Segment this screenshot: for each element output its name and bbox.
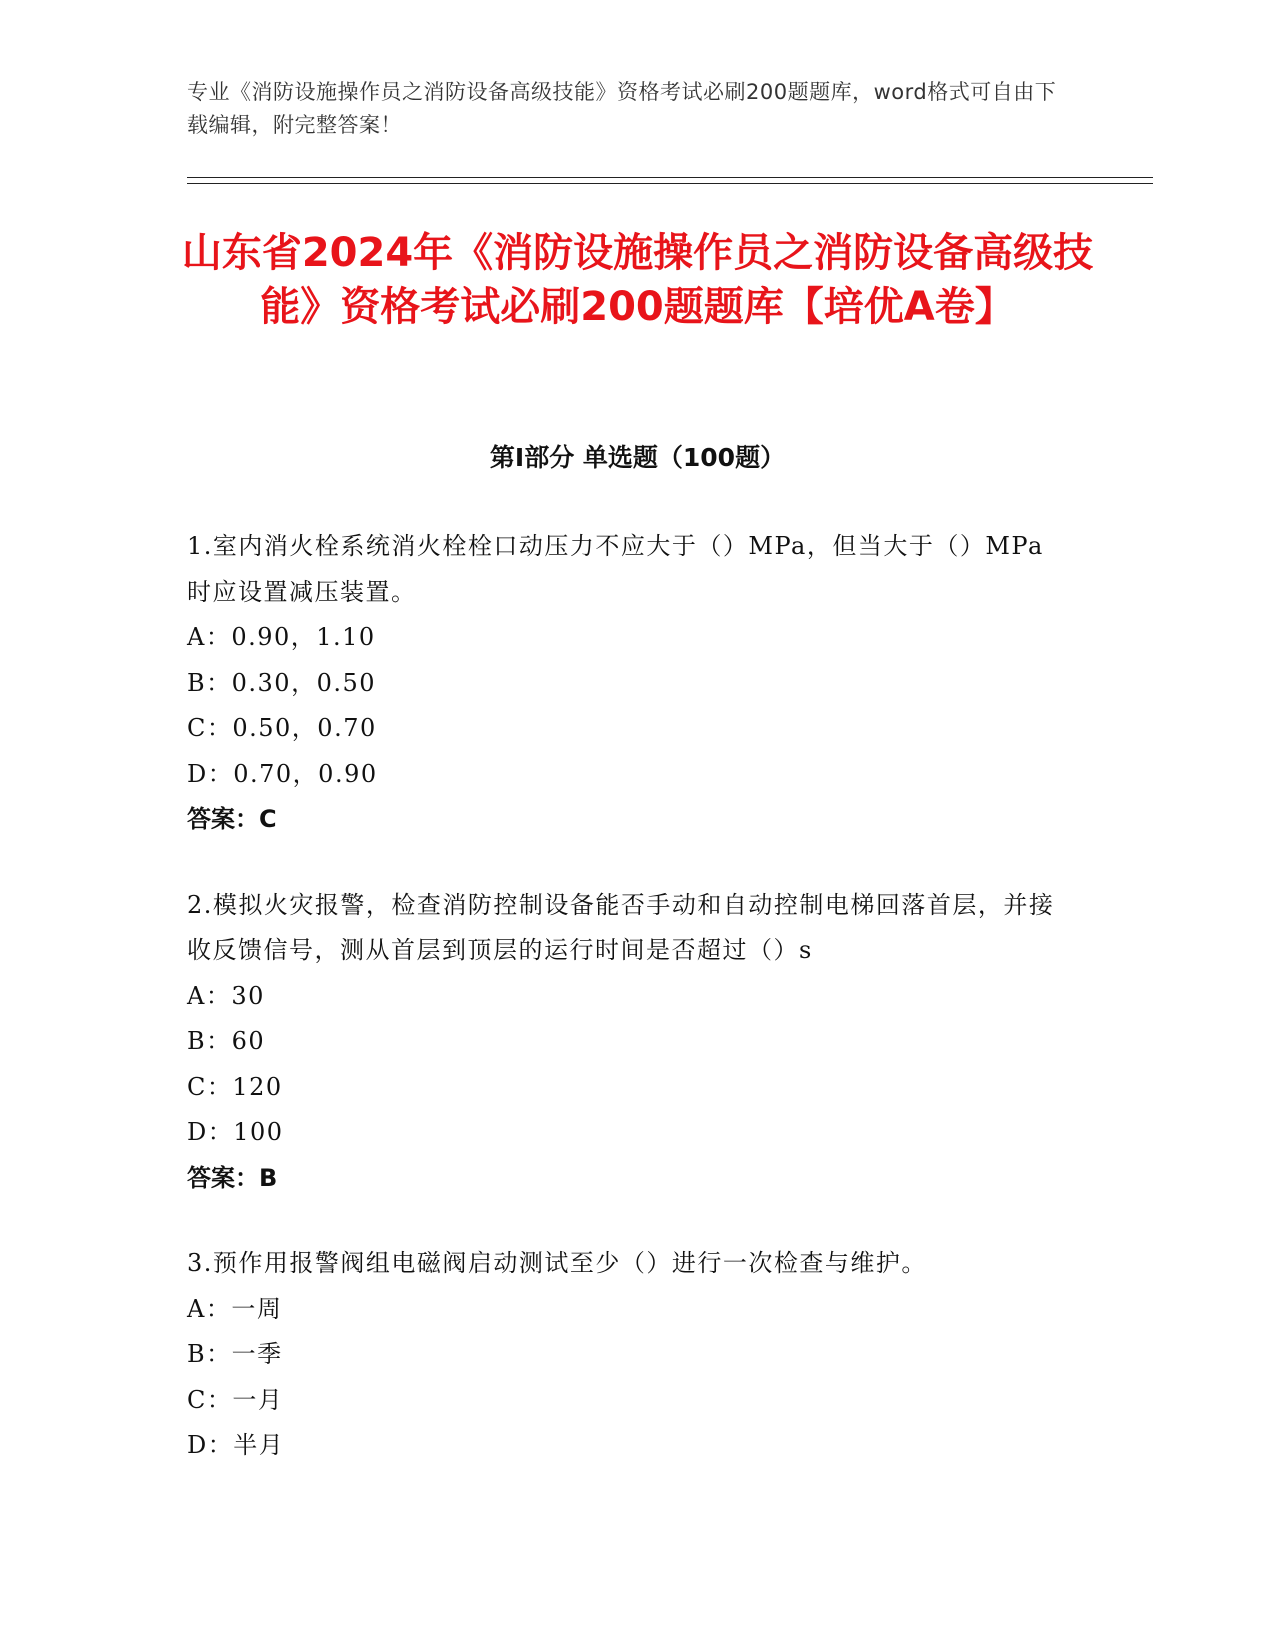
option-a: A：一周	[187, 1294, 283, 1323]
question-3	[187, 1241, 1067, 1469]
question-stem: 2.模拟火灾报警，检查消防控制设备能否手动和自动控制电梯回落首层，并接收反馈信号，测从首层到顶层的运行时间是否超过（）s	[187, 890, 1055, 964]
question-stem: 1.室内消火栓系统消火栓栓口动压力不应大于（）MPa，但当大于（）MPa时应设置减压装置。	[187, 532, 1044, 606]
option-a: A：0.90，1.10	[187, 623, 376, 651]
question-list	[187, 524, 1067, 1509]
header-rule-bottom	[187, 183, 1153, 184]
section-title: 第Ⅰ部分 单选题（100题）	[489, 443, 786, 472]
document-title: 山东省2024年《消防设施操作员之消防设备高级技能》资格考试必刷200题题库【培优A卷】	[181, 230, 1094, 330]
header-rule-top	[187, 177, 1153, 178]
option-c: C：0.50，0.70	[187, 714, 377, 742]
option-c: C：一月	[187, 1385, 284, 1414]
option-a: A：30	[187, 981, 265, 1010]
option-d: D：0.70，0.90	[187, 759, 378, 788]
option-b: B：一季	[187, 1340, 283, 1368]
option-d: D：100	[187, 1118, 284, 1146]
option-b: B：60	[187, 1027, 266, 1055]
option-d: D：半月	[187, 1431, 285, 1459]
question-stem: 3.预作用报警阀组电磁阀启动测试至少（）进行一次检查与维护。	[187, 1249, 927, 1277]
option-b: B：0.30，0.50	[187, 668, 377, 697]
header-note: 专业《消防设施操作员之消防设备高级技能》资格考试必刷200题题库，word格式可自由下载编辑，附完整答案！	[187, 80, 1057, 137]
option-c: C：120	[187, 1072, 283, 1101]
question-2	[187, 883, 1067, 1202]
answer: 答案：C	[187, 805, 277, 833]
question-1	[187, 524, 1067, 843]
answer: 答案：B	[187, 1163, 278, 1192]
